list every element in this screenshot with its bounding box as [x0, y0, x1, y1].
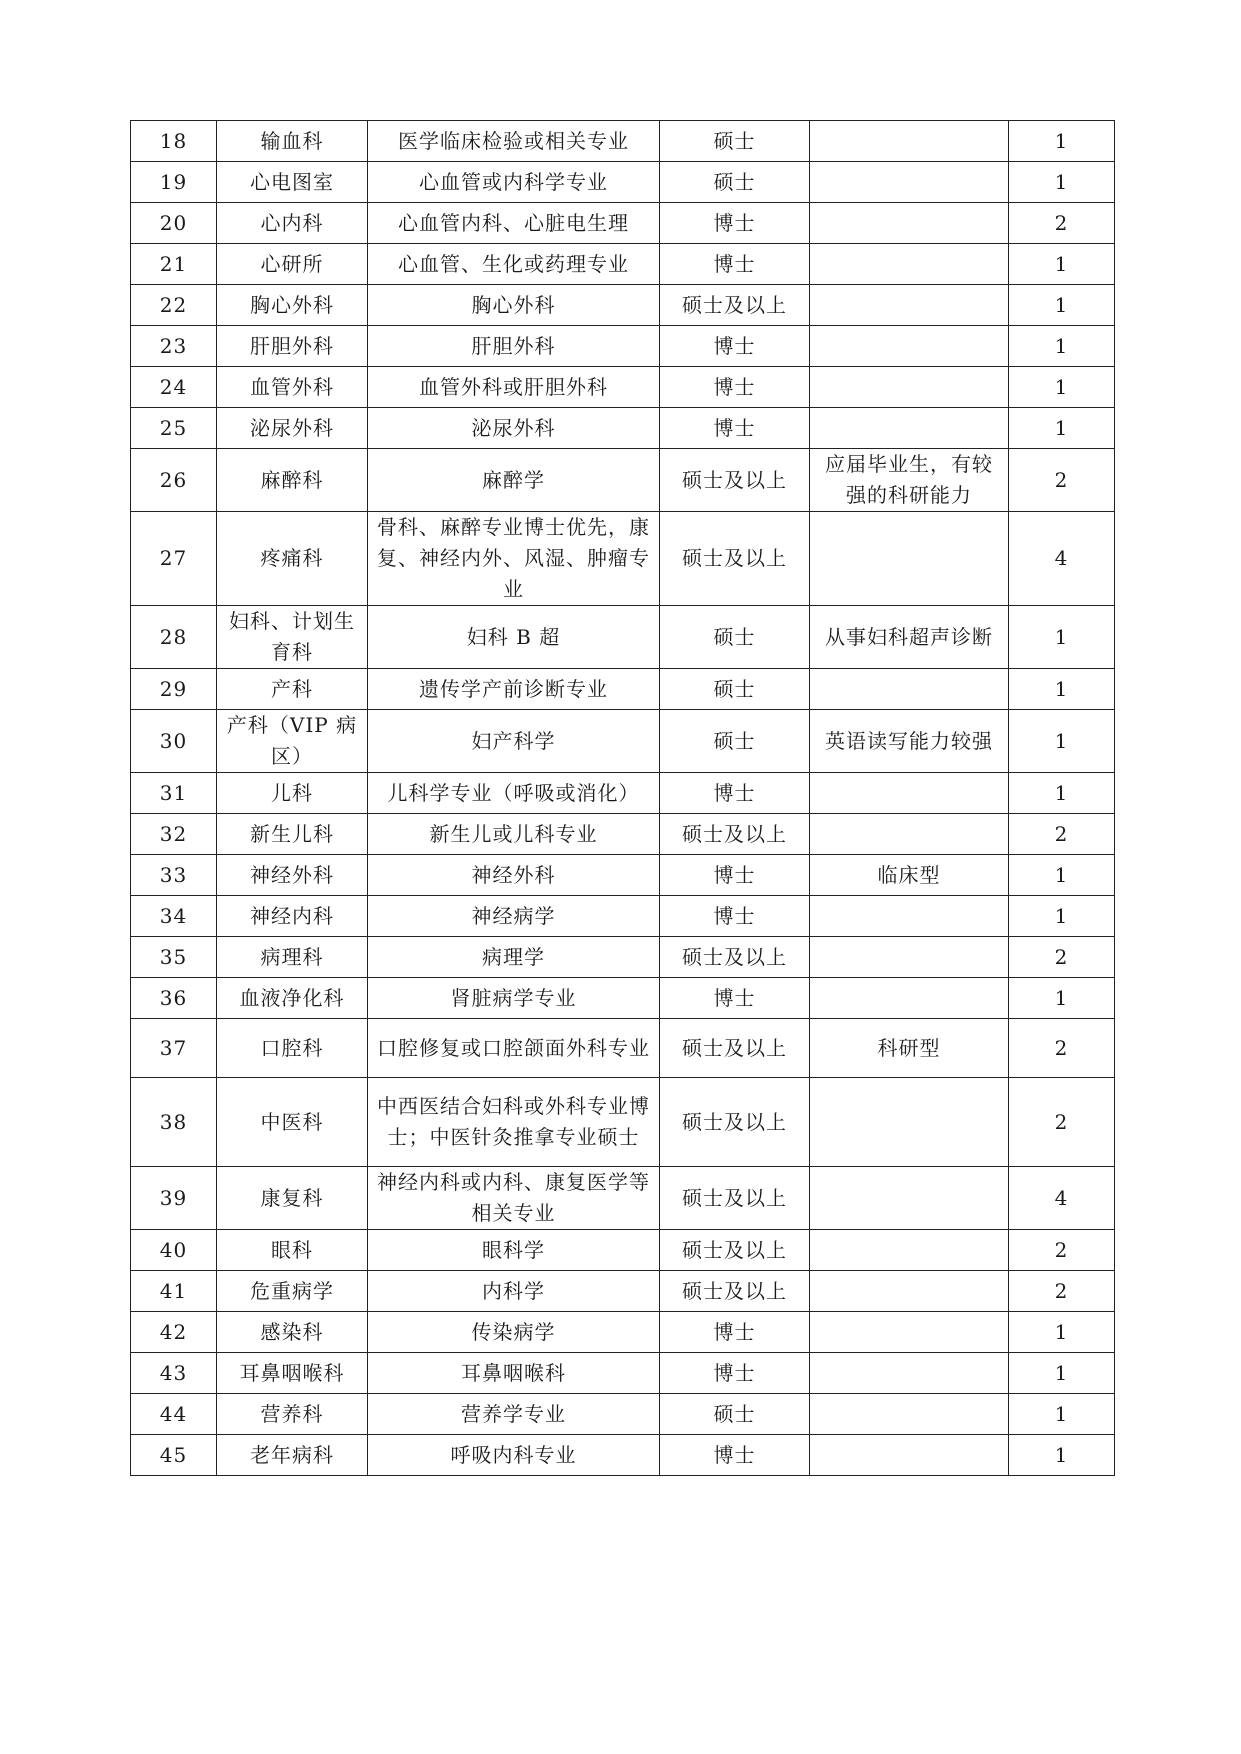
department-cell: 心内科 — [217, 203, 368, 244]
department-cell: 耳鼻咽喉科 — [217, 1353, 368, 1394]
table-row — [131, 326, 1115, 367]
degree-cell: 硕士及以上 — [660, 1230, 810, 1271]
note-cell — [810, 162, 1009, 203]
department-cell: 眼科 — [217, 1230, 368, 1271]
department-cell: 新生儿科 — [217, 814, 368, 855]
row-number: 42 — [131, 1312, 217, 1353]
degree-cell: 硕士及以上 — [660, 449, 810, 512]
count-cell: 1 — [1009, 1435, 1115, 1476]
degree-cell: 硕士 — [660, 121, 810, 162]
major-cell: 麻醉学 — [368, 449, 660, 512]
recruitment-table — [130, 120, 1115, 1476]
note-cell — [810, 773, 1009, 814]
table-row — [131, 978, 1115, 1019]
row-number: 28 — [131, 606, 217, 669]
department-cell: 心电图室 — [217, 162, 368, 203]
major-cell: 口腔修复或口腔颌面外科专业 — [368, 1019, 660, 1078]
note-cell — [810, 1353, 1009, 1394]
note-cell — [810, 1435, 1009, 1476]
count-cell: 2 — [1009, 203, 1115, 244]
row-number: 25 — [131, 408, 217, 449]
note-cell — [810, 1312, 1009, 1353]
degree-cell: 硕士及以上 — [660, 937, 810, 978]
table-row — [131, 408, 1115, 449]
department-cell: 妇科、计划生育科 — [217, 606, 368, 669]
table-row — [131, 669, 1115, 710]
note-cell — [810, 203, 1009, 244]
note-cell — [810, 978, 1009, 1019]
degree-cell: 硕士 — [660, 669, 810, 710]
count-cell: 1 — [1009, 978, 1115, 1019]
department-cell: 危重病学 — [217, 1271, 368, 1312]
department-cell: 营养科 — [217, 1394, 368, 1435]
row-number: 22 — [131, 285, 217, 326]
count-cell: 1 — [1009, 244, 1115, 285]
table-row — [131, 1271, 1115, 1312]
degree-cell: 硕士及以上 — [660, 512, 810, 606]
major-cell: 泌尿外科 — [368, 408, 660, 449]
note-cell — [810, 814, 1009, 855]
major-cell: 心血管、生化或药理专业 — [368, 244, 660, 285]
table-row — [131, 773, 1115, 814]
department-cell: 泌尿外科 — [217, 408, 368, 449]
count-cell: 1 — [1009, 1312, 1115, 1353]
note-cell — [810, 1271, 1009, 1312]
major-cell: 儿科学专业（呼吸或消化） — [368, 773, 660, 814]
count-cell: 1 — [1009, 896, 1115, 937]
note-cell — [810, 326, 1009, 367]
row-number: 40 — [131, 1230, 217, 1271]
note-cell: 临床型 — [810, 855, 1009, 896]
count-cell: 1 — [1009, 855, 1115, 896]
table-row — [131, 1312, 1115, 1353]
degree-cell: 博士 — [660, 1353, 810, 1394]
major-cell: 传染病学 — [368, 1312, 660, 1353]
major-cell: 神经内科或内科、康复医学等相关专业 — [368, 1167, 660, 1230]
note-cell — [810, 1230, 1009, 1271]
department-cell: 神经内科 — [217, 896, 368, 937]
row-number: 30 — [131, 710, 217, 773]
table-row — [131, 1167, 1115, 1230]
department-cell: 血管外科 — [217, 367, 368, 408]
note-cell: 从事妇科超声诊断 — [810, 606, 1009, 669]
major-cell: 肝胆外科 — [368, 326, 660, 367]
row-number: 26 — [131, 449, 217, 512]
degree-cell: 博士 — [660, 1312, 810, 1353]
row-number: 31 — [131, 773, 217, 814]
count-cell: 1 — [1009, 367, 1115, 408]
table-row — [131, 512, 1115, 606]
count-cell: 1 — [1009, 1394, 1115, 1435]
degree-cell: 硕士及以上 — [660, 1271, 810, 1312]
note-cell — [810, 367, 1009, 408]
degree-cell: 博士 — [660, 896, 810, 937]
note-cell — [810, 669, 1009, 710]
degree-cell: 硕士 — [660, 606, 810, 669]
count-cell: 2 — [1009, 937, 1115, 978]
row-number: 18 — [131, 121, 217, 162]
table-row — [131, 1394, 1115, 1435]
major-cell: 血管外科或肝胆外科 — [368, 367, 660, 408]
major-cell: 中西医结合妇科或外科专业博士；中医针灸推拿专业硕士 — [368, 1078, 660, 1167]
department-cell: 心研所 — [217, 244, 368, 285]
table-row — [131, 1353, 1115, 1394]
table-row — [131, 814, 1115, 855]
row-number: 44 — [131, 1394, 217, 1435]
table-row — [131, 367, 1115, 408]
row-number: 32 — [131, 814, 217, 855]
count-cell: 1 — [1009, 408, 1115, 449]
row-number: 39 — [131, 1167, 217, 1230]
department-cell: 老年病科 — [217, 1435, 368, 1476]
row-number: 27 — [131, 512, 217, 606]
major-cell: 妇产科学 — [368, 710, 660, 773]
count-cell: 1 — [1009, 162, 1115, 203]
table-row — [131, 606, 1115, 669]
note-cell — [810, 896, 1009, 937]
table-row — [131, 1019, 1115, 1078]
row-number: 19 — [131, 162, 217, 203]
major-cell: 耳鼻咽喉科 — [368, 1353, 660, 1394]
note-cell — [810, 512, 1009, 606]
major-cell: 妇科 B 超 — [368, 606, 660, 669]
row-number: 21 — [131, 244, 217, 285]
table-row — [131, 449, 1115, 512]
department-cell: 口腔科 — [217, 1019, 368, 1078]
count-cell: 4 — [1009, 512, 1115, 606]
count-cell: 2 — [1009, 1271, 1115, 1312]
count-cell: 1 — [1009, 285, 1115, 326]
major-cell: 心血管或内科学专业 — [368, 162, 660, 203]
note-cell — [810, 285, 1009, 326]
degree-cell: 硕士及以上 — [660, 285, 810, 326]
row-number: 20 — [131, 203, 217, 244]
row-number: 35 — [131, 937, 217, 978]
note-cell — [810, 1167, 1009, 1230]
degree-cell: 博士 — [660, 773, 810, 814]
row-number: 38 — [131, 1078, 217, 1167]
department-cell: 胸心外科 — [217, 285, 368, 326]
note-cell — [810, 937, 1009, 978]
row-number: 37 — [131, 1019, 217, 1078]
department-cell: 神经外科 — [217, 855, 368, 896]
major-cell: 神经外科 — [368, 855, 660, 896]
table-row — [131, 1078, 1115, 1167]
major-cell: 肾脏病学专业 — [368, 978, 660, 1019]
major-cell: 呼吸内科专业 — [368, 1435, 660, 1476]
degree-cell: 硕士 — [660, 710, 810, 773]
department-cell: 中医科 — [217, 1078, 368, 1167]
table-row — [131, 1230, 1115, 1271]
count-cell: 4 — [1009, 1167, 1115, 1230]
major-cell: 新生儿或儿科专业 — [368, 814, 660, 855]
table-body — [131, 121, 1115, 1476]
degree-cell: 博士 — [660, 408, 810, 449]
major-cell: 眼科学 — [368, 1230, 660, 1271]
table-row — [131, 896, 1115, 937]
table-row — [131, 1435, 1115, 1476]
count-cell: 1 — [1009, 669, 1115, 710]
row-number: 45 — [131, 1435, 217, 1476]
note-cell — [810, 1078, 1009, 1167]
note-cell — [810, 408, 1009, 449]
degree-cell: 硕士及以上 — [660, 1019, 810, 1078]
count-cell: 1 — [1009, 121, 1115, 162]
degree-cell: 博士 — [660, 855, 810, 896]
count-cell: 1 — [1009, 773, 1115, 814]
department-cell: 感染科 — [217, 1312, 368, 1353]
table-row — [131, 162, 1115, 203]
degree-cell: 硕士 — [660, 1394, 810, 1435]
major-cell: 神经病学 — [368, 896, 660, 937]
table-row — [131, 121, 1115, 162]
degree-cell: 硕士 — [660, 162, 810, 203]
department-cell: 康复科 — [217, 1167, 368, 1230]
degree-cell: 硕士及以上 — [660, 1167, 810, 1230]
row-number: 24 — [131, 367, 217, 408]
major-cell: 病理学 — [368, 937, 660, 978]
count-cell: 1 — [1009, 606, 1115, 669]
table-row — [131, 203, 1115, 244]
degree-cell: 博士 — [660, 978, 810, 1019]
department-cell: 血液净化科 — [217, 978, 368, 1019]
department-cell: 病理科 — [217, 937, 368, 978]
table-row — [131, 855, 1115, 896]
major-cell: 心血管内科、心脏电生理 — [368, 203, 660, 244]
count-cell: 1 — [1009, 710, 1115, 773]
count-cell: 2 — [1009, 1019, 1115, 1078]
note-cell: 英语读写能力较强 — [810, 710, 1009, 773]
note-cell: 应届毕业生，有较强的科研能力 — [810, 449, 1009, 512]
note-cell: 科研型 — [810, 1019, 1009, 1078]
degree-cell: 博士 — [660, 367, 810, 408]
count-cell: 2 — [1009, 1230, 1115, 1271]
count-cell: 1 — [1009, 1353, 1115, 1394]
department-cell: 疼痛科 — [217, 512, 368, 606]
note-cell — [810, 244, 1009, 285]
major-cell: 营养学专业 — [368, 1394, 660, 1435]
count-cell: 1 — [1009, 326, 1115, 367]
major-cell: 医学临床检验或相关专业 — [368, 121, 660, 162]
department-cell: 输血科 — [217, 121, 368, 162]
department-cell: 产科（VIP 病区） — [217, 710, 368, 773]
row-number: 23 — [131, 326, 217, 367]
department-cell: 儿科 — [217, 773, 368, 814]
table-row — [131, 285, 1115, 326]
degree-cell: 博士 — [660, 1435, 810, 1476]
department-cell: 麻醉科 — [217, 449, 368, 512]
row-number: 33 — [131, 855, 217, 896]
department-cell: 产科 — [217, 669, 368, 710]
count-cell: 2 — [1009, 449, 1115, 512]
degree-cell: 博士 — [660, 244, 810, 285]
table-row — [131, 710, 1115, 773]
row-number: 41 — [131, 1271, 217, 1312]
note-cell — [810, 1394, 1009, 1435]
row-number: 36 — [131, 978, 217, 1019]
count-cell: 2 — [1009, 1078, 1115, 1167]
major-cell: 骨科、麻醉专业博士优先，康复、神经内外、风湿、肿瘤专业 — [368, 512, 660, 606]
count-cell: 2 — [1009, 814, 1115, 855]
department-cell: 肝胆外科 — [217, 326, 368, 367]
major-cell: 胸心外科 — [368, 285, 660, 326]
degree-cell: 硕士及以上 — [660, 1078, 810, 1167]
major-cell: 内科学 — [368, 1271, 660, 1312]
major-cell: 遗传学产前诊断专业 — [368, 669, 660, 710]
row-number: 34 — [131, 896, 217, 937]
degree-cell: 硕士及以上 — [660, 814, 810, 855]
degree-cell: 博士 — [660, 326, 810, 367]
note-cell — [810, 121, 1009, 162]
row-number: 29 — [131, 669, 217, 710]
degree-cell: 博士 — [660, 203, 810, 244]
table-row — [131, 244, 1115, 285]
row-number: 43 — [131, 1353, 217, 1394]
table-row — [131, 937, 1115, 978]
